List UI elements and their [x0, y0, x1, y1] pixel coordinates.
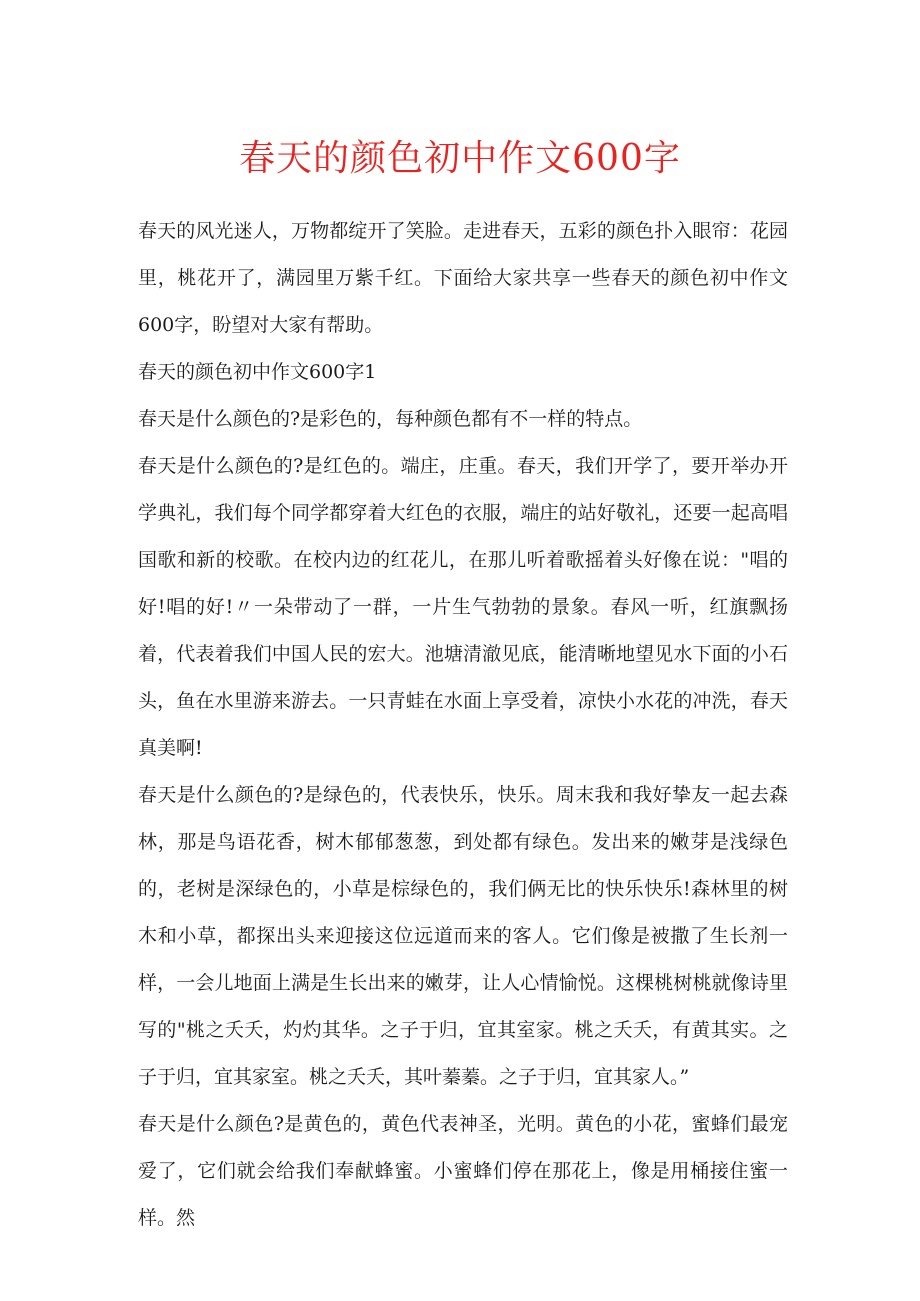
document-body — [138, 208, 788, 1242]
paragraph: 春天是什么颜色的?是绿色的，代表快乐，快乐。周末我和我好挚友一起去森林，那是鸟语花香，树木郁郁葱葱，到处都有绿色。发出来的嫩芽是浅绿色的，老树是深绿色的，小草是棕绿色的，我们俩无比的快乐快乐!森林里的树木和小草，都探出头来迎接这位远道而来的客人。它们像是被撒了生长剂一样，一会儿地面上满是生长出来的嫩芽，让人心情愉悦。这棵桃树桃就像诗里写的"桃之夭夭，灼灼其华。之子于归，宜其室家。桃之夭夭，有黄其实。之子于归，宜其家室。桃之夭夭，其叶蓁蓁。之子于归，宜其家人。” — [138, 784, 788, 1088]
intro-paragraph: 春天的风光迷人，万物都绽开了笑脸。走进春天，五彩的颜色扑入眼帘：花园里，桃花开了，满园里万紫千红。下面给大家共享一些春天的颜色初中作文600字，盼望对大家有帮助。 — [138, 220, 788, 336]
document-title: 春天的颜色初中作文600字 — [239, 138, 681, 179]
paragraph: 春天是什么颜色的?是彩色的，每种颜色都有不一样的特点。 — [138, 408, 643, 430]
paragraph: 春天是什么颜色?是黄色的，黄色代表神圣，光明。黄色的小花，蜜蜂们最宠爱了，它们就会给我们奉献蜂蜜。小蜜蜂们停在那花上，像是用桶接住蜜一样。然 — [138, 1113, 788, 1229]
paragraph: 春天是什么颜色的?是红色的。端庄，庄重。春天，我们开学了，要开举办开学典礼，我们每个同学都穿着大红色的衣服，端庄的站好敬礼，还要一起高唱国歌和新的校歌。在校内边的红花儿，在那儿听着歌摇着头好像在说："唱的好!唱的好!〃一朵带动了一群，一片生气勃勃的景象。春风一听，红旗飘扬着，代表着我们中国人民的宏大。池塘清澈见底，能清晰地望见水下面的小石头，鱼在水里游来游去。一只青蛙在水面上享受着，凉快小水花的冲洗，春天真美啊! — [138, 455, 788, 759]
section-heading: 春天的颜色初中作文600字1 — [138, 361, 377, 383]
